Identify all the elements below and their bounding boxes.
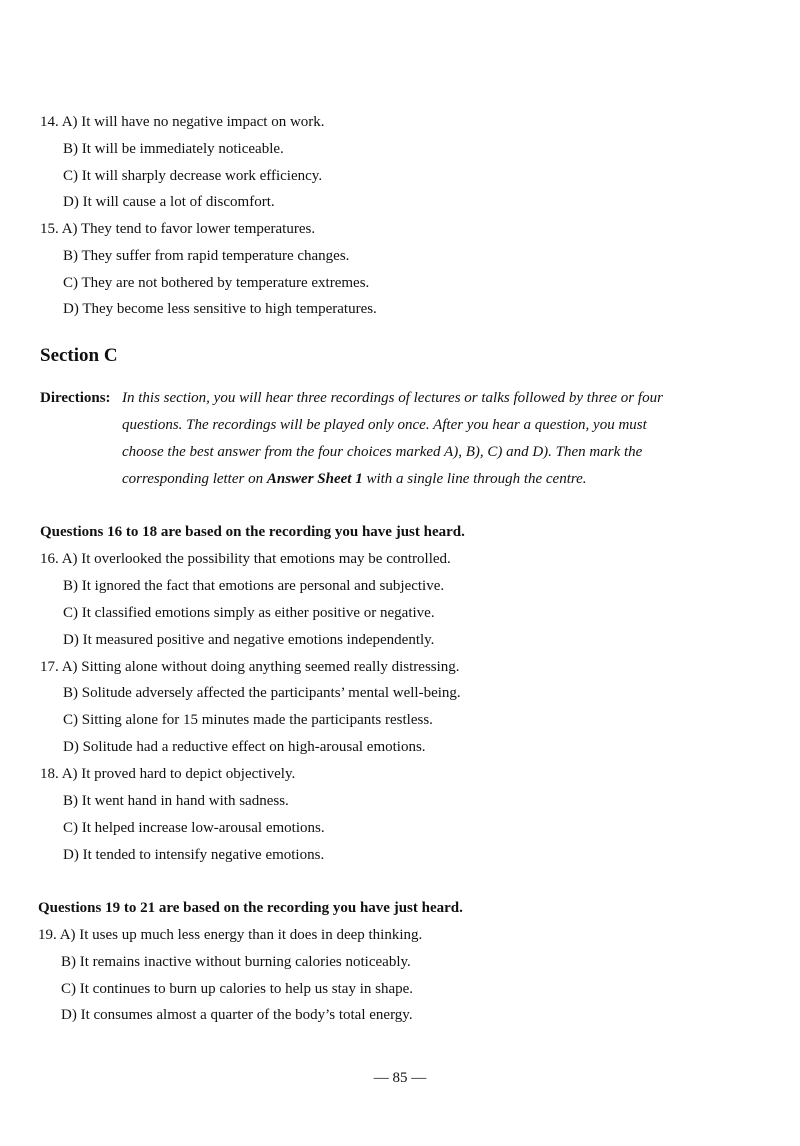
option-text: Sitting alone for 15 minutes made the participants restless. bbox=[81, 712, 433, 728]
question-number: 15. bbox=[40, 221, 59, 237]
question-19-option-c bbox=[61, 979, 413, 999]
option-letter: D) bbox=[61, 1007, 77, 1023]
question-14-option-d bbox=[63, 192, 275, 212]
directions-line-4-post: with a single line through the centre. bbox=[362, 471, 587, 487]
question-18-option-a bbox=[40, 764, 295, 784]
option-letter: C) bbox=[63, 712, 78, 728]
option-letter: D) bbox=[63, 194, 79, 210]
question-15-option-b bbox=[63, 246, 349, 266]
directions-line-1: In this section, you will hear three recordings of lectures or talks followed by three or four bbox=[122, 390, 663, 406]
question-18-option-c bbox=[63, 818, 325, 838]
option-text: It helped increase low-arousal emotions. bbox=[81, 820, 325, 836]
question-18-option-d bbox=[63, 845, 324, 865]
question-16-option-d bbox=[63, 630, 434, 650]
question-group-heading: Questions 19 to 21 are based on the recording you have just heard. bbox=[38, 900, 463, 916]
question-15-option-c bbox=[63, 273, 369, 293]
option-text: They are not bothered by temperature extremes. bbox=[81, 275, 370, 291]
option-letter: D) bbox=[63, 301, 79, 317]
question-19-option-d bbox=[61, 1005, 413, 1025]
option-text: It will have no negative impact on work. bbox=[81, 114, 325, 130]
option-text: It continues to burn up calories to help us stay in shape. bbox=[79, 981, 414, 997]
option-letter: B) bbox=[63, 685, 78, 701]
option-text: It measured positive and negative emotions independently. bbox=[82, 632, 435, 648]
option-letter: C) bbox=[63, 605, 78, 621]
option-text: They become less sensitive to high temperatures. bbox=[82, 301, 377, 317]
option-letter: B) bbox=[63, 578, 78, 594]
answer-sheet-label: Answer Sheet 1 bbox=[266, 471, 363, 487]
option-letter: B) bbox=[63, 793, 78, 809]
question-15-option-a bbox=[40, 219, 315, 239]
option-text: Sitting alone without doing anything seemed really distressing. bbox=[81, 659, 460, 675]
option-text: Solitude had a reductive effect on high-arousal emotions. bbox=[82, 739, 426, 755]
question-17-option-c bbox=[63, 710, 433, 730]
option-text: It remains inactive without burning calories noticeably. bbox=[79, 954, 411, 970]
option-text: It overlooked the possibility that emotions may be controlled. bbox=[81, 551, 451, 567]
page-number: — 85 — bbox=[373, 1070, 427, 1086]
question-15-option-d bbox=[63, 299, 377, 319]
question-14-option-b bbox=[63, 139, 284, 159]
option-text: It proved hard to depict objectively. bbox=[81, 766, 296, 782]
option-letter: D) bbox=[63, 847, 79, 863]
option-letter: A) bbox=[59, 927, 76, 943]
option-text: It consumes almost a quarter of the body’s total energy. bbox=[80, 1007, 413, 1023]
directions-line-2: questions. The recordings will be played only once. After you hear a question, you must bbox=[122, 417, 647, 433]
option-letter: B) bbox=[61, 954, 76, 970]
option-letter: C) bbox=[63, 820, 78, 836]
question-18-option-b bbox=[63, 791, 289, 811]
directions-line-4-pre: corresponding letter on bbox=[122, 471, 267, 487]
question-number: 14. bbox=[40, 114, 59, 130]
question-16-option-b bbox=[63, 576, 444, 596]
question-16-option-c bbox=[63, 603, 435, 623]
question-number: 19. bbox=[38, 927, 57, 943]
option-text: It will sharply decrease work efficiency. bbox=[81, 168, 323, 184]
option-letter: C) bbox=[63, 168, 78, 184]
question-17-option-b bbox=[63, 683, 461, 703]
option-letter: C) bbox=[61, 981, 76, 997]
option-letter: A) bbox=[61, 551, 78, 567]
option-letter: C) bbox=[63, 275, 78, 291]
question-16-option-a bbox=[40, 549, 451, 569]
question-14-option-a bbox=[40, 112, 325, 132]
option-text: Solitude adversely affected the participants’ mental well-being. bbox=[81, 685, 461, 701]
option-text: It uses up much less energy than it does in deep thinking. bbox=[79, 927, 423, 943]
option-letter: B) bbox=[63, 141, 78, 157]
option-letter: A) bbox=[61, 114, 78, 130]
question-14-option-c bbox=[63, 166, 322, 186]
question-19-option-a bbox=[38, 925, 422, 945]
option-letter: A) bbox=[61, 659, 78, 675]
option-text: It will cause a lot of discomfort. bbox=[82, 194, 275, 210]
option-text: It ignored the fact that emotions are personal and subjective. bbox=[81, 578, 445, 594]
question-number: 17. bbox=[40, 659, 59, 675]
section-title: Section C bbox=[40, 345, 118, 366]
option-letter: A) bbox=[61, 221, 78, 237]
question-19-option-b bbox=[61, 952, 411, 972]
question-17-option-d bbox=[63, 737, 426, 757]
question-group-heading: Questions 16 to 18 are based on the recording you have just heard. bbox=[40, 524, 465, 540]
option-text: They tend to favor lower temperatures. bbox=[81, 221, 316, 237]
question-number: 18. bbox=[40, 766, 59, 782]
directions-label: Directions: bbox=[40, 390, 111, 406]
option-text: It tended to intensify negative emotions. bbox=[82, 847, 325, 863]
option-text: It classified emotions simply as either positive or negative. bbox=[81, 605, 435, 621]
directions-line-4 bbox=[122, 469, 587, 489]
option-letter: B) bbox=[63, 248, 78, 264]
option-text: It went hand in hand with sadness. bbox=[81, 793, 289, 809]
option-text: It will be immediately noticeable. bbox=[81, 141, 284, 157]
option-letter: D) bbox=[63, 632, 79, 648]
option-letter: D) bbox=[63, 739, 79, 755]
option-letter: A) bbox=[61, 766, 78, 782]
directions-line-3: choose the best answer from the four choices marked A), B), C) and D). Then mark the bbox=[122, 444, 643, 460]
question-17-option-a bbox=[40, 657, 460, 677]
question-number: 16. bbox=[40, 551, 59, 567]
option-text: They suffer from rapid temperature changes. bbox=[81, 248, 350, 264]
